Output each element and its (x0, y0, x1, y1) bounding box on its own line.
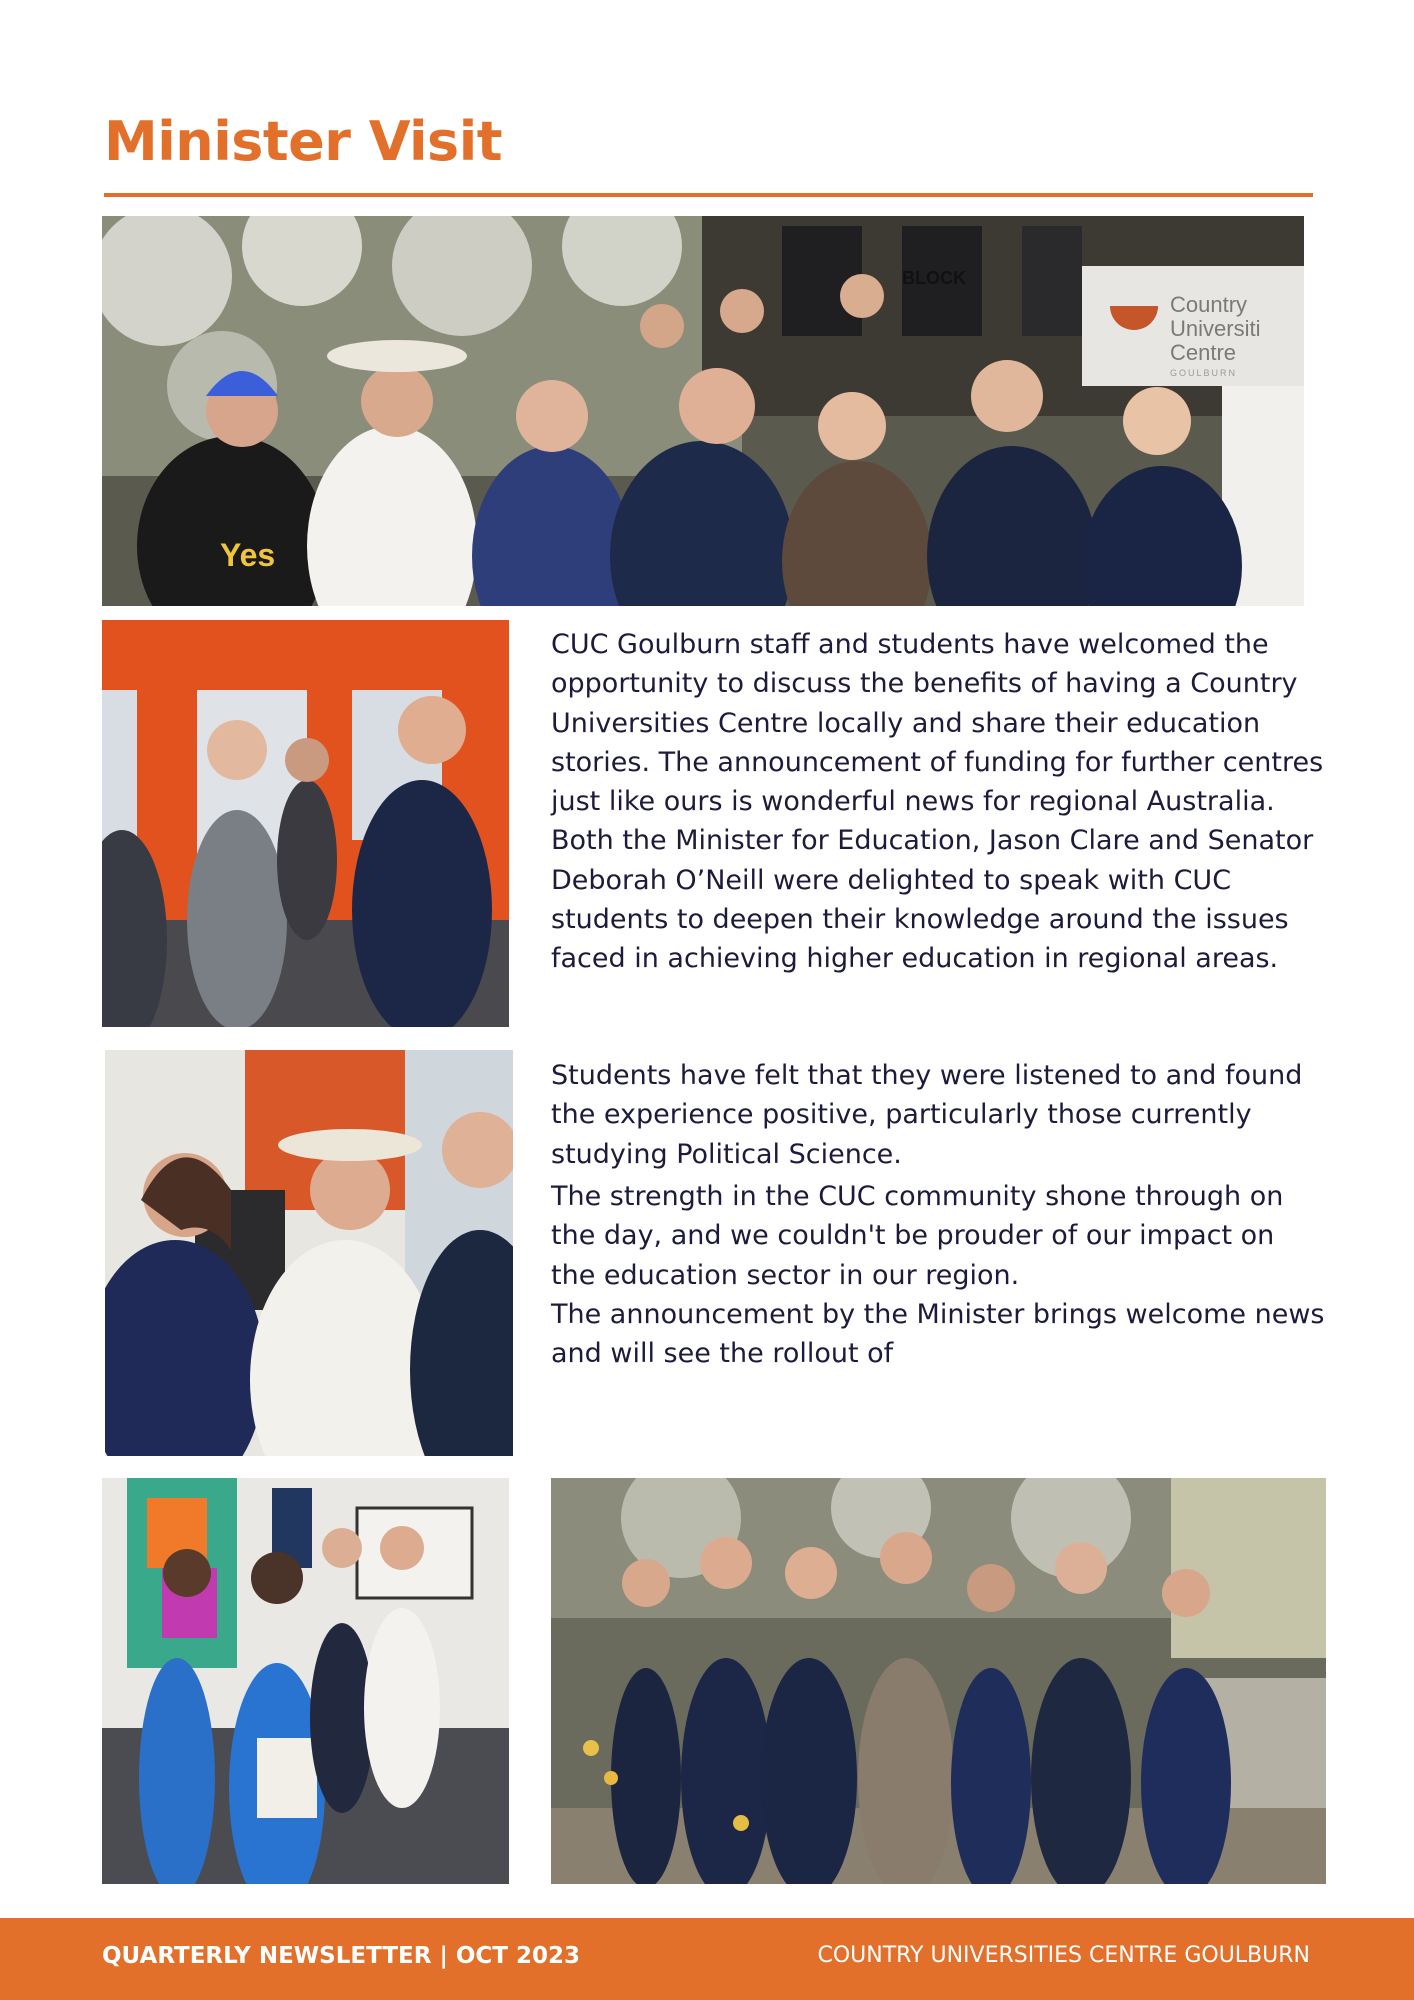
article-paragraph-3: The strength in the CUC community shone through on the day, and we couldn't be prouder of our impact on the education sector in our region. (551, 1181, 1284, 1291)
photo-senator-with-staff (105, 1050, 513, 1456)
article-paragraph-1: CUC Goulburn staff and students have welcomed the opportunity to discuss the benefits of having a Country Universities Centre locally and share their education stories. The announcement of funding for further centres just like ours is wonderful news for regional Australia. Both the Minister for Education, Jason Clare and Senator Deborah O’Neill were delighted to speak with CUC students to deepen their knowledge around the issues faced in achieving higher education in regional areas. (551, 629, 1324, 975)
svg-text:GOULBURN (1170, 368, 1237, 378)
article-paragraph-4: The announcement by the Minister brings welcome news and will see the rollout of (551, 1299, 1325, 1370)
article-paragraph-2: Students have felt that they were listened to and found the experience positive, particularly those currently studying Political Science. (551, 1060, 1303, 1170)
footer-organisation-name: COUNTRY UNIVERSITIES CENTRE GOULBURN (817, 1943, 1310, 1968)
building-sign-text: BLOCK (902, 268, 966, 288)
page-title: Minister Visit (104, 110, 503, 173)
sign-line-1: Country (1170, 292, 1248, 317)
sign-line-2: Universiti (1170, 316, 1261, 341)
photo-minister-with-students (102, 620, 509, 1027)
sign-line-3: Centre (1170, 340, 1237, 365)
svg-text:Centre (1170, 340, 1236, 365)
footer-bar (0, 1918, 1414, 2000)
title-divider (104, 193, 1313, 197)
photo-group-outdoors (551, 1478, 1326, 1884)
photo-students-in-scrubs (102, 1478, 509, 1884)
svg-text:Country (1170, 292, 1247, 317)
sign-line-4: GOULBURN (1170, 368, 1238, 378)
footer-newsletter-label: QUARTERLY NEWSLETTER | OCT 2023 (102, 1943, 580, 1969)
svg-text:Universiti (1170, 316, 1260, 341)
shirt-yes-text: Yes (220, 537, 276, 573)
group-photo-hero (102, 216, 1304, 606)
